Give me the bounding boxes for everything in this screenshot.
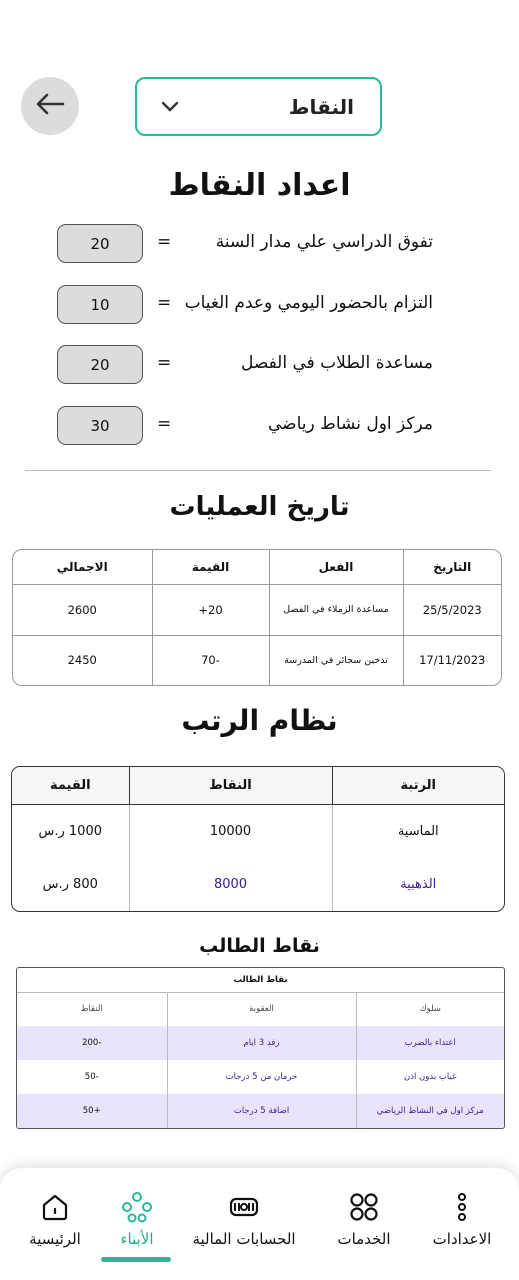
rank-value: 1000 ر.س [38,823,102,839]
setting-row [0,345,519,385]
setting-row [0,406,519,446]
table-cell: +50 [17,1094,167,1128]
section-select[interactable] [135,77,382,136]
column-header: الرتبة [332,767,504,804]
table-cell: -200 [17,1026,167,1060]
table-cell: مركز اول في النشاط الرياضي [356,1094,504,1128]
ranks-title: نظام الرتب [181,704,338,737]
table-cell: 2600 [13,584,152,635]
points-value-input[interactable]: 10 [57,285,143,324]
table-row [17,1094,504,1128]
nav-item-settings[interactable] [407,1190,517,1248]
table-cell: -50 [84,1072,99,1082]
column-header: الاجمالي [13,550,152,584]
rank-value: 800 ر.س [42,877,98,893]
student-points-title: نقاط الطالب [199,935,320,957]
setting-label: التزام بالحضور اليومي وعدم الغياب [184,293,433,313]
chevron-down-icon [159,96,181,118]
rank-points: 10000 [129,804,332,858]
student-points-table [16,967,505,1129]
table-row [17,1026,504,1060]
setting-row [0,224,519,264]
table-row [17,1060,504,1094]
active-tab-indicator [101,1257,171,1262]
equals-sign: = [157,414,172,434]
table-cell: اضافة 5 درجات [167,1094,356,1128]
table-cell: 25/5/2023 [403,584,501,635]
nav-label: الخدمات [337,1230,391,1248]
operations-title: تاريخ العمليات [169,492,350,522]
setting-label: مساعدة الطلاب في الفصل [240,353,433,373]
arrow-left-icon [35,93,65,119]
points-value-input[interactable]: 20 [57,224,143,263]
nav-label: الحسابات المالية [192,1230,296,1248]
operations-table [12,549,502,686]
setting-row [0,285,519,325]
ranks-table [11,766,505,912]
table-caption: نقاط الطالب [17,968,504,992]
table-row [12,804,504,858]
table-cell: -70 [152,635,269,685]
nav-item-services[interactable] [309,1190,419,1248]
nav-item-finance[interactable] [189,1190,299,1248]
divider [25,470,491,471]
table-cell: غياب بدون اذن [356,1060,504,1094]
points-value-input[interactable]: 30 [57,406,143,445]
table-cell: تدخين سجائر في المدرسة [269,635,403,685]
rank-points: 8000 [129,858,332,911]
table-cell: حرمان من 5 درجات [167,1060,356,1094]
table-row [13,584,501,635]
table-row [13,635,501,685]
table-cell: رفد 3 ايام [167,1026,356,1060]
table-cell: 17/11/2023 [403,635,501,685]
table-row [12,858,504,911]
equals-sign: = [157,232,172,252]
setting-label: تفوق الدراسي علي مدار السنة [215,232,433,252]
rank-name: الماسية [332,804,504,858]
column-header: القيمة [12,767,129,804]
nav-label: الاعدادات [432,1230,492,1248]
column-header: القيمة [152,550,269,584]
setting-label: مركز اول نشاط رياضي [268,414,433,434]
points-settings-title: اعداد النقاط [168,168,351,203]
equals-sign: = [157,293,172,313]
column-header: النقاط [80,1004,103,1015]
nav-label: الأبناء [120,1230,154,1248]
children-icon [82,1190,192,1224]
rank-name: الذهبية [332,858,504,911]
column-header: الفعل [269,550,403,584]
column-header: سلوك [356,992,504,1026]
table-cell: 2450 [67,653,97,668]
grid-icon [309,1190,419,1224]
column-header: التاريخ [403,550,501,584]
back-button[interactable] [21,77,79,135]
more-vertical-icon [407,1190,517,1224]
nav-item-children[interactable] [82,1190,192,1248]
nav-label: الرئيسية [29,1230,81,1248]
select-value: النقاط [288,94,354,119]
bottom-nav [0,1168,519,1280]
table-cell: مساعدة الزملاء في الفصل [269,584,403,635]
equals-sign: = [157,353,172,373]
table-cell: 20+ [152,584,269,635]
column-header: النقاط [129,767,332,804]
column-header: العقوبة [167,992,356,1026]
money-icon [189,1190,299,1224]
points-value-input[interactable]: 20 [57,345,143,384]
table-cell: اعتداء بالضرب [356,1026,504,1060]
